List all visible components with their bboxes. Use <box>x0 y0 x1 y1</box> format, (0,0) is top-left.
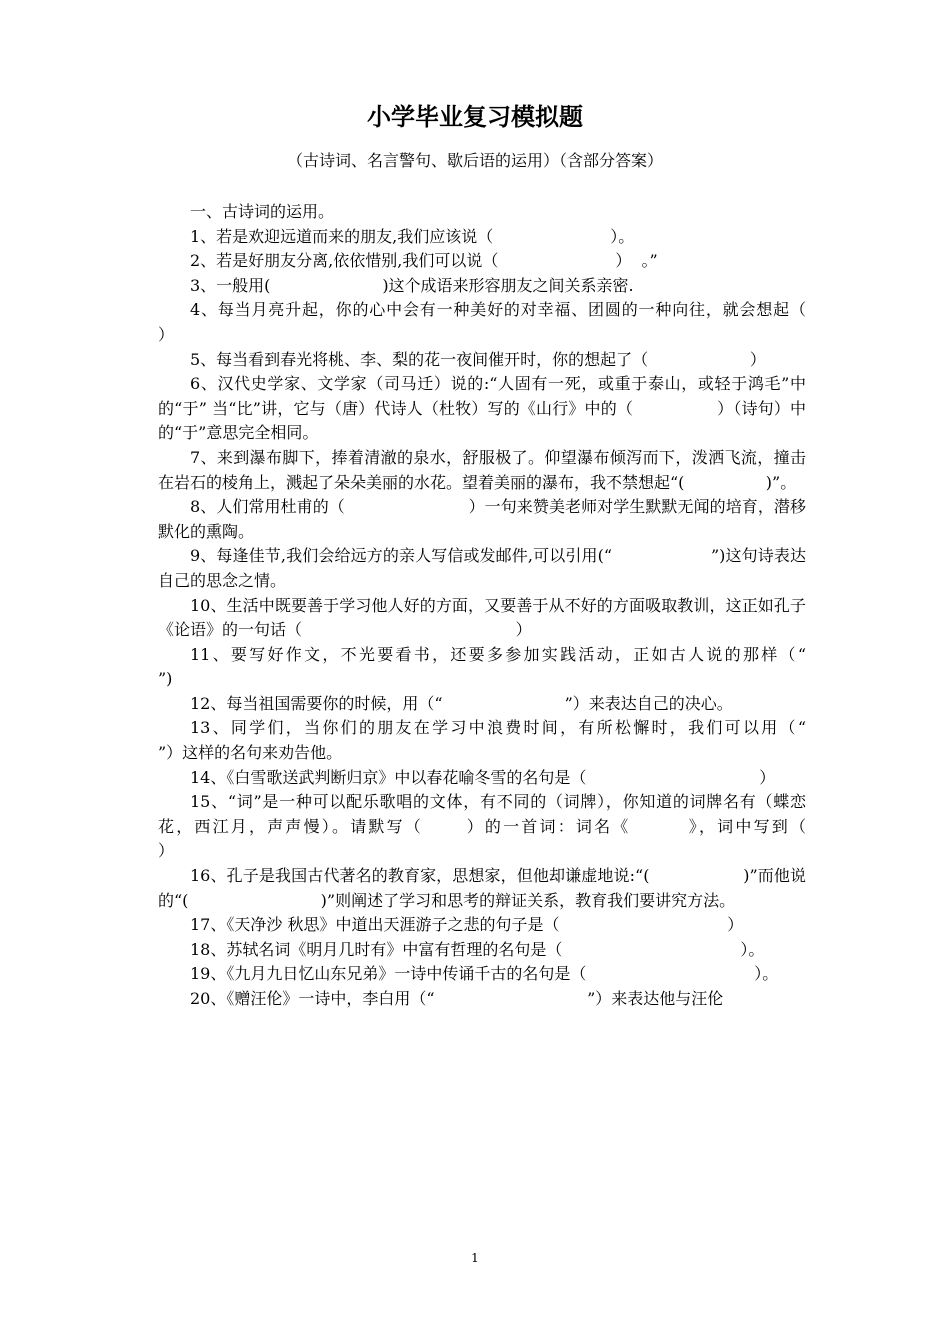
question-4: 4、每当月亮升起，你的心中会有一种美好的对幸福、团圆的一种向往，就会想起（ ） <box>158 300 837 344</box>
question-3: 3、一般用( )这个成语来形容朋友之间关系亲密. <box>190 275 634 295</box>
question-10: 10、生活中既要善于学习他人好的方面，又要善于从不好的方面吸取教训，这正如孔子《论语》的一句话（ ） <box>158 595 806 640</box>
question-14: 14、《白雪歌送武判断归京》中以春花喻冬雪的名句是（ ） <box>190 767 776 787</box>
document-title: 小学毕业复习模拟题 <box>367 102 583 131</box>
page-number: 1 <box>471 1251 479 1265</box>
question-12: 12、每当祖国需要你的时候，用（“ ”）来表达自己的决心。 <box>190 693 733 713</box>
question-1: 1、若是欢迎远道而来的朋友,我们应该说（ ）。 <box>190 226 635 246</box>
question-19: 19、《九月九日忆山东兄弟》一诗中传诵千古的名句是（ ）。 <box>190 964 779 984</box>
question-6: 6、汉代史学家、文学家（司马迁）说的:“人固有一死，或重于泰山，或轻于鸿毛”中的“于” 当“比”讲，它与（唐）代诗人（杜牧）写的《山行》中的（ ）（诗句）中的“于”意思完全相同。 <box>158 374 806 443</box>
document-body <box>158 200 898 1012</box>
question-15: 15、“词”是一种可以配乐歌唱的文体，有不同的（词牌），你知道的词牌名有（蝶恋花，西江月，声声慢）。请默写（ ）的一首词：词名《 》，词中写到（ ） <box>158 792 898 861</box>
question-5: 5、每当看到春光将桃、李、梨的花一夜间催开时，你的想起了（ ） <box>190 349 766 369</box>
question-17: 17、《天净沙 秋思》中道出天涯游子之悲的句子是（ ） <box>190 915 744 935</box>
question-8: 8、人们常用杜甫的（ ）一句来赞美老师对学生默默无闻的培育，潜移默化的熏陶。 <box>158 497 806 541</box>
question-18: 18、苏轼名词《明月几时有》中富有哲理的名句是（ ）。 <box>190 939 765 959</box>
section-heading: 一、古诗词的运用。 <box>190 202 335 221</box>
question-16: 16、孔子是我国古代著名的教育家，思想家，但他却谦虚地说:“( )”而他说的“( )”则阐述了学习和思考的辩证关系，教育我们要讲究方法。 <box>158 866 806 910</box>
question-11: 11、要写好作文，不光要看书，还要多参加实践活动，正如古人说的那样（“ ”) <box>158 644 888 689</box>
question-13: 13、同学们，当你们的朋友在学习中浪费时间，有所松懈时，我们可以用（“ ”）这样的名句来劝告他。 <box>158 718 873 763</box>
question-9: 9、每逢佳节,我们会给远方的亲人写信或发邮件,可以引用(“ ”)这句诗表达自己的思念之情。 <box>158 546 806 590</box>
document-subtitle: （古诗词、名言警句、歇后语的运用）（含部分答案） <box>286 151 663 170</box>
question-7: 7、来到瀑布脚下，捧着清澈的泉水，舒服极了。仰望瀑布倾泻而下，泼洒飞流，撞击在岩石的棱角上，溅起了朵朵美丽的水花。望着美丽的瀑布，我不禁想起“( )”。 <box>158 447 806 492</box>
question-2: 2、若是好朋友分离,依依惜别,我们可以说（ ） 。” <box>190 251 658 271</box>
question-20: 20、《赠汪伦》一诗中，李白用（“ ”）来表达他与汪伦 <box>190 989 724 1008</box>
